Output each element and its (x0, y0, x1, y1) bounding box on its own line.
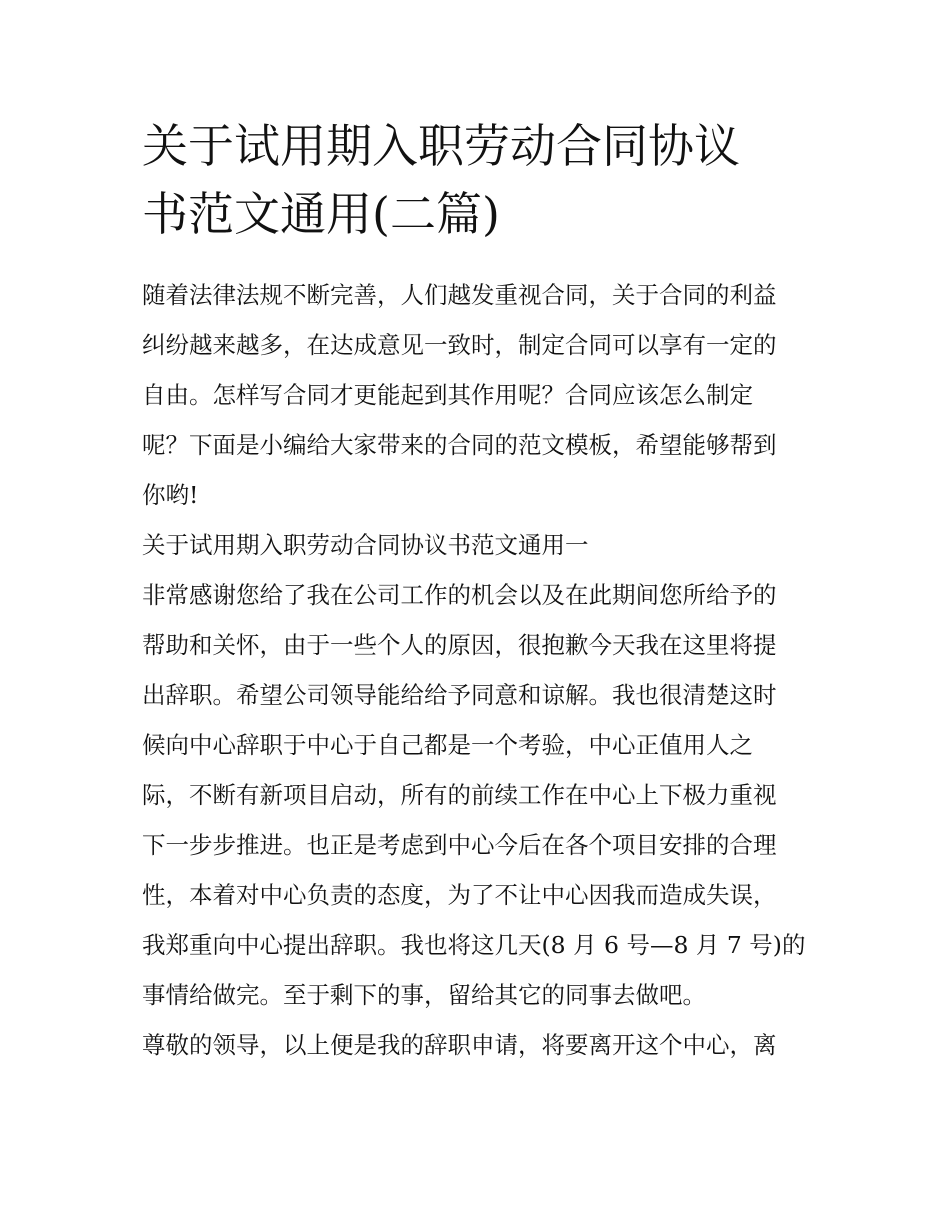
text-line: 性，本着对中心负责的态度，为了不让中心因我而造成失误， (142, 881, 777, 909)
text-line: 随着法律法规不断完善，人们越发重视合同，关于合同的利益 (142, 281, 777, 309)
text-line: 出辞职。希望公司领导能给给予同意和谅解。我也很清楚这时 (142, 681, 777, 709)
text-line: 非常感谢您给了我在公司工作的机会以及在此期间您所给予的 (142, 581, 777, 609)
document-content (142, 112, 814, 1070)
text-line: 呢？下面是小编给大家带来的合同的范文模板，希望能够帮到 (142, 431, 777, 459)
document-title (142, 112, 814, 248)
text-line: 自由。怎样写合同才更能起到其作用呢？合同应该怎么制定 (142, 381, 753, 409)
text-line: 事情给做完。至于剩下的事，留给其它的同事去做吧。 (142, 981, 706, 1009)
document-body (142, 270, 814, 1070)
text-line: 你哟! (142, 481, 199, 509)
section-heading: 关于试用期入职劳动合同协议书范文通用一 (142, 531, 589, 559)
text-line: 际，不断有新项目启动，所有的前续工作在中心上下极力重视 (142, 781, 777, 809)
title-line: 书范文通用(二篇) (142, 187, 500, 241)
text-line: 帮助和关怀，由于一些个人的原因，很抱歉今天我在这里将提 (142, 631, 777, 659)
text-line: 纠纷越来越多，在达成意见一致时，制定合同可以享有一定的 (142, 331, 777, 359)
text-line: 我郑重向中心提出辞职。我也将这几天(8 月 6 号—8 月 7 号)的 (142, 931, 806, 959)
title-line: 关于试用期入职劳动合同协议 (142, 119, 740, 173)
text-line: 下一步步推进。也正是考虑到中心今后在各个项目安排的合理 (142, 831, 777, 859)
text-line: 候向中心辞职于中心于自己都是一个考验，中心正值用人之 (142, 731, 753, 759)
text-line: 尊敬的领导，以上便是我的辞职申请，将要离开这个中心，离 (142, 1031, 777, 1059)
